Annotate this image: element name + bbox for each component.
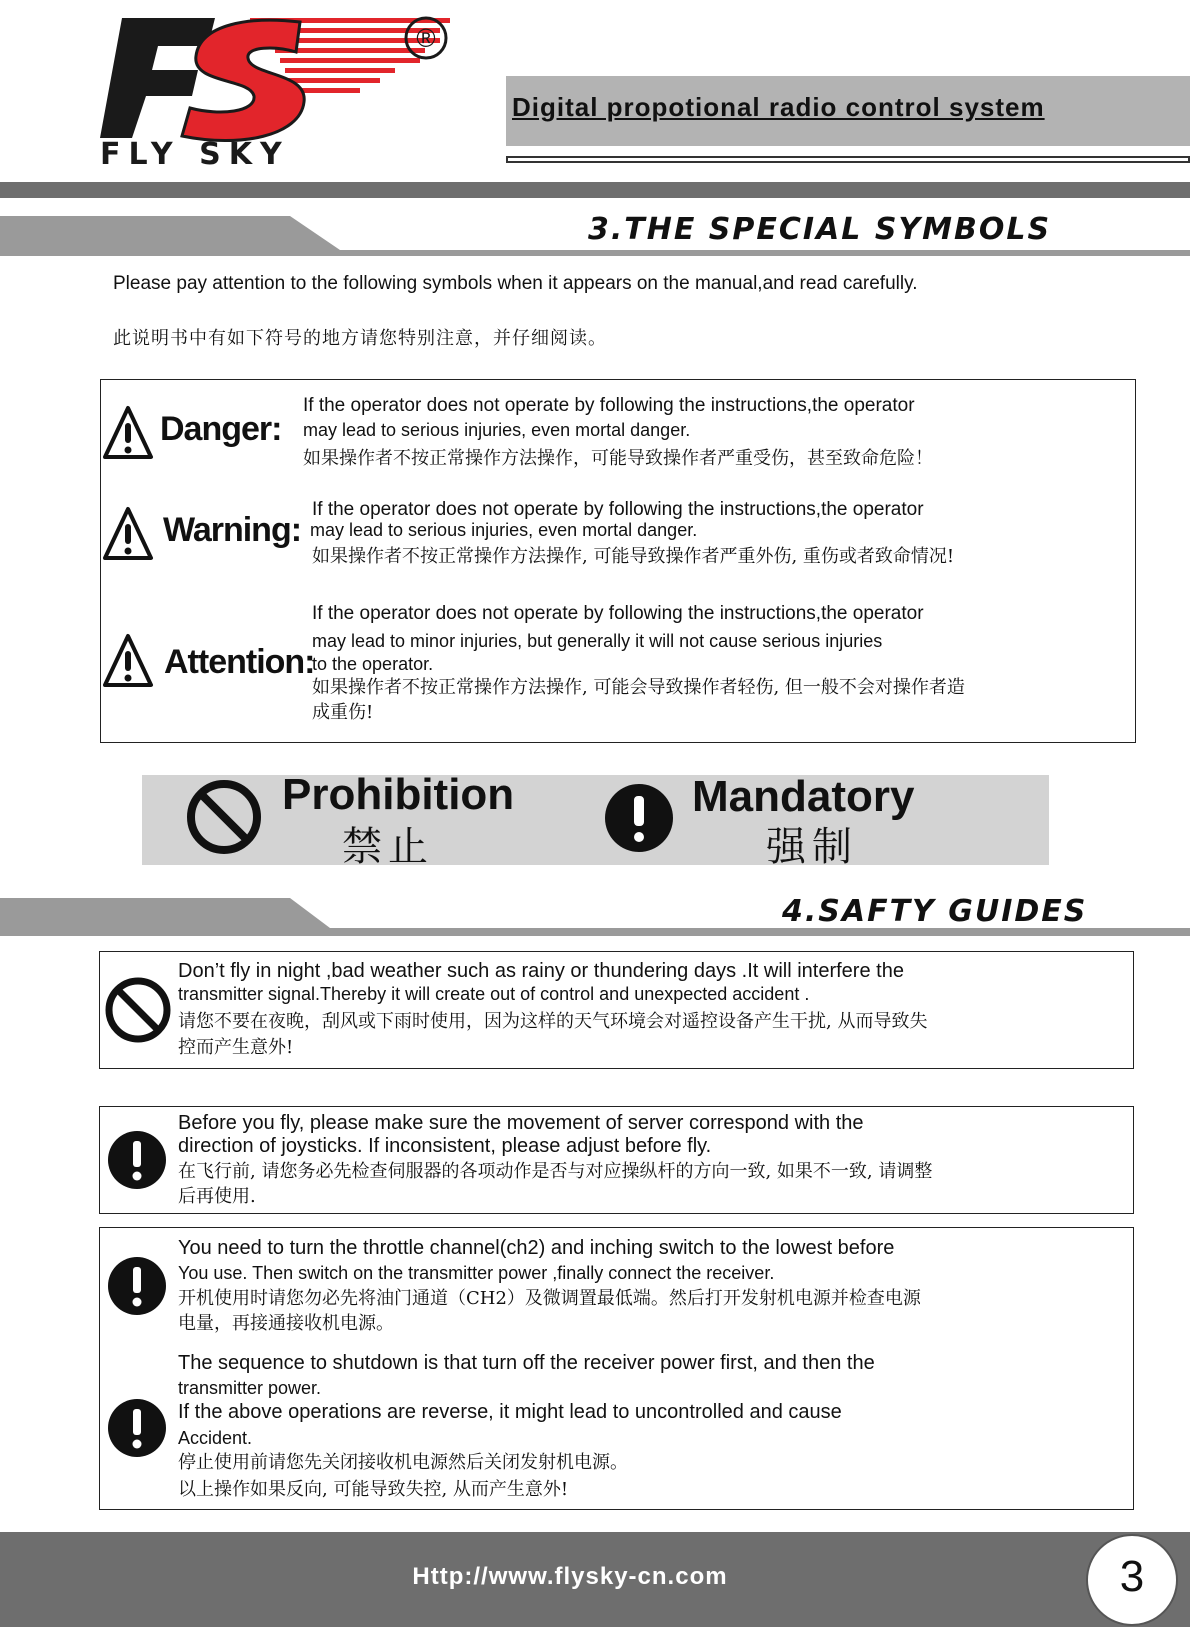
warning-text-2: may lead to serious injuries, even mortal danger. <box>310 520 698 540</box>
logo-letters: FS <box>100 12 102 13</box>
guide-3-text-1: You need to turn the throttle channel(ch2) and inching switch to the lowest before <box>178 1237 895 1259</box>
warning-label: Warning: <box>163 511 302 549</box>
guide-1-text-2: transmitter signal.Thereby it will create out of control and unexpected accident . <box>178 984 810 1004</box>
warning-text-zh: 如果操作者不按正常操作方法操作, 可能导致操作者严重外伤, 重伤或者致命情况! <box>312 546 955 567</box>
attention-text-zh-2: 成重伤! <box>312 702 374 723</box>
brand-name: FLY SKY <box>100 137 290 172</box>
guide-1-text-1: Don’t fly in night ,bad weather such as rainy or thundering days .It will interfere the <box>178 960 904 982</box>
guide-3-text-zh-2: 电量，再接通接收机电源。 <box>178 1313 394 1334</box>
website-url[interactable]: Http://www.flysky-cn.com <box>412 1563 728 1590</box>
guide-1-text-zh-2: 控而产生意外! <box>178 1037 294 1058</box>
attention-text-3: to the operator. <box>312 654 434 674</box>
guide-3-text-6: Accident. <box>178 1428 253 1448</box>
guide-2-text-2: direction of joysticks. If inconsistent, please adjust before fly. <box>178 1135 712 1157</box>
danger-text-zh: 如果操作者不按正常操作方法操作，可能导致操作者严重受伤，甚至致命危险！ <box>303 448 933 469</box>
attention-text-1: If the operator does not operate by following the instructions,the operator <box>312 603 924 624</box>
intro-text-zh: 此说明书中有如下符号的地方请您特别注意，并仔细阅读。 <box>113 328 607 348</box>
registered-mark: ® <box>416 23 436 53</box>
guide-3-text-zh-4: 以上操作如果反向, 可能导致失控, 从而产生意外! <box>178 1479 569 1500</box>
attention-text-zh-1: 如果操作者不按正常操作方法操作, 可能会导致操作者轻伤, 但一般不会对操作者造 <box>312 677 965 698</box>
prohibition-label: Prohibition <box>282 770 515 819</box>
danger-label: Danger: <box>160 410 282 448</box>
header-divider-band <box>0 182 1190 198</box>
guide-2-text-1: Before you fly, please make sure the movement of server correspond with the <box>178 1112 864 1134</box>
guide-3-text-zh-1: 开机使用时请您勿必先将油门通道（CH2）及微调置最低端。然后打开发射机电源并检查电源 <box>178 1288 921 1309</box>
guide-2-text-zh-1: 在飞行前, 请您务必先检查伺服器的各项动作是否与对应操纵杆的方向一致, 如果不一致, 请调整 <box>178 1161 933 1182</box>
mandatory-icon <box>107 1130 167 1190</box>
guide-3-text-5: If the above operations are reverse, it might lead to uncontrolled and cause <box>178 1401 842 1423</box>
guide-2-text-zh-2: 后再使用. <box>178 1186 256 1207</box>
mandatory-icon <box>107 1256 167 1316</box>
danger-text-2: may lead to serious injuries, even mortal danger. <box>303 420 691 440</box>
mandatory-icon <box>604 783 674 853</box>
mandatory-label: Mandatory <box>692 772 915 821</box>
section-title-safety-guides: 4.SAFTY GUIDES <box>782 894 1088 929</box>
mandatory-icon <box>107 1398 167 1458</box>
mandatory-label-zh: 强制 <box>766 824 858 870</box>
flysky-logo <box>100 12 460 172</box>
guide-3-text-2: You use. Then switch on the transmitter power ,finally connect the receiver. <box>178 1263 775 1283</box>
attention-label: Attention: <box>164 643 315 681</box>
guide-3-text-zh-3: 停止使用前请您先关闭接收机电源然后关闭发射机电源。 <box>178 1452 628 1473</box>
warning-triangle-icon <box>102 633 154 689</box>
prohibition-icon <box>186 779 262 855</box>
title-underline-bar <box>506 156 1190 163</box>
warning-text-1: If the operator does not operate by following the instructions,the operator <box>312 499 924 520</box>
prohibition-icon <box>104 976 172 1044</box>
section-title-special-symbols: 3.THE SPECIAL SYMBOLS <box>588 212 1052 247</box>
page-number: 3 <box>1119 1552 1145 1601</box>
intro-text: Please pay attention to the following symbols when it appears on the manual,and read carefully. <box>113 273 918 294</box>
danger-text-1: If the operator does not operate by following the instructions,the operator <box>303 395 915 416</box>
attention-text-2: may lead to minor injuries, but generally it will not cause serious injuries <box>312 631 883 651</box>
system-title: Digital propotional radio control system <box>512 92 1045 122</box>
guide-3-text-3: The sequence to shutdown is that turn off the receiver power first, and then the <box>178 1352 875 1374</box>
guide-1-text-zh-1: 请您不要在夜晚，刮风或下雨时使用，因为这样的天气环境会对遥控设备产生干扰, 从而导致失 <box>178 1011 928 1032</box>
prohibition-label-zh: 禁止 <box>342 824 434 870</box>
warning-triangle-icon <box>102 405 154 461</box>
warning-triangle-icon <box>102 506 154 562</box>
guide-3-text-4: transmitter power. <box>178 1378 322 1398</box>
